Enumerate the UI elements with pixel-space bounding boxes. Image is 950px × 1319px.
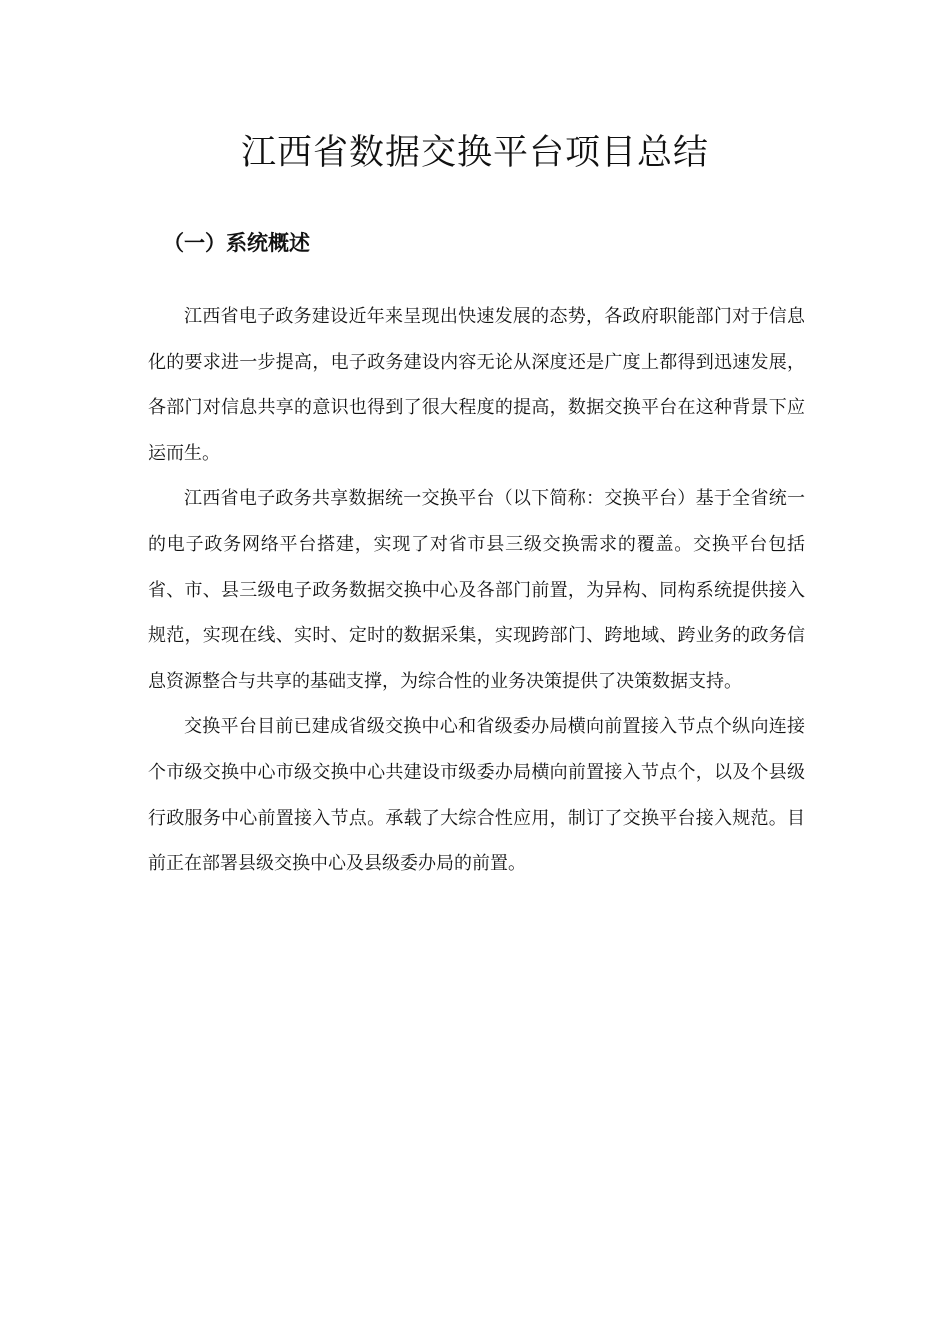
document-title: 江西省数据交换平台项目总结 [240, 133, 709, 173]
paragraph: 江西省电子政务共享数据统一交换平台（以下简称：交换平台）基于全省统一的电子政务网络平台搭建，实现了对省市县三级交换需求的覆盖。交换平台包括省、市、县三级电子政务数据交换中心及各部门前置，为异构、同构系统提供接入规范，实现在线、实时、定时的数据采集，实现跨部门、跨地域、跨业务的政务信息资源整合与共享的基础支撑，为综合性的业务决策提供了决策数据支持。 [148, 488, 805, 692]
body-text [148, 294, 805, 887]
section-heading: （一）系统概述 [163, 231, 310, 255]
paragraph: 交换平台目前已建成省级交换中心和省级委办局横向前置接入节点个纵向连接个市级交换中心市级交换中心共建设市级委办局横向前置接入节点个，以及个县级行政服务中心前置接入节点。承载了大综合性应用，制订了交换平台接入规范。目前正在部署县级交换中心及县级委办局的前置。 [148, 716, 805, 875]
paragraph: 江西省电子政务建设近年来呈现出快速发展的态势，各政府职能部门对于信息化的要求进一步提高，电子政务建设内容无论从深度还是广度上都得到迅速发展，各部门对信息共享的意识也得到了很大程度的提高，数据交换平台在这种背景下应运而生。 [148, 306, 805, 464]
